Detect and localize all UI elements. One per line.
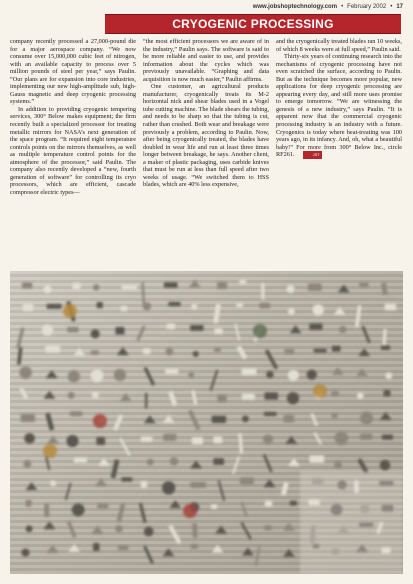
tool-insert-shape [91, 350, 99, 354]
tool-triangle-shape [189, 279, 201, 287]
tool-disc-shape [114, 369, 126, 381]
tool-insert-shape [74, 458, 87, 463]
tool-disc-shape [263, 435, 273, 445]
tool-disc-shape [286, 285, 294, 293]
tool-disc-shape [307, 370, 317, 380]
tool-bit-shape [261, 283, 264, 299]
end-of-article-mark: JST [303, 151, 322, 159]
tool-triangle-shape [212, 545, 224, 553]
col3-paragraph-2-text: Thirty-six years of continuing research into the mechanisms of cryogenic processing have not even scratched the surface, according to Paulin. But as the technique becomes more popular, new applications for deep cryogenic processing are appearing every day, and still more uses promise to emerge tomorrow. “We are witnessing the genesis of a new industry,” says Paulin. “It is apparent now that the commercial cryogenic processing industry is an industry with a future. Cryogenics is today where heat-treating was 100 years ago, in its infancy. And, oh, what a beautiful baby!” For more from 300° Below Inc., circle RF261. [276, 53, 402, 159]
header-date: February 2002 [347, 4, 387, 10]
tool-insert-shape [381, 345, 390, 349]
col3-paragraph-2 [276, 53, 402, 159]
tool-insert-shape [167, 324, 176, 330]
tool-bit-shape [188, 410, 200, 431]
tool-insert-shape [265, 501, 272, 507]
article-body [10, 38, 403, 268]
tool-bit-shape [238, 433, 243, 453]
col2-paragraph-1: “the most efficient processors we are aware of in the industry,” Paulin says. The software is said to be more reliable and easier to use, and provides information about the cycles which was previously unavailable. “Graphing and data acquisition is now much easier,” Paulin affirms. [143, 38, 269, 83]
tool-insert-shape [236, 303, 243, 307]
tool-bit-shape [168, 391, 177, 406]
tool-insert-shape [121, 306, 128, 311]
tool-disc-shape [21, 549, 29, 557]
tool-insert-shape [93, 543, 99, 551]
tool-bit-shape [236, 345, 247, 359]
tool-bit-shape [192, 523, 197, 538]
tool-insert-shape [115, 327, 124, 335]
tool-disc-shape [357, 392, 364, 399]
tool-disc-shape [193, 351, 199, 357]
tool-insert-shape [359, 282, 369, 287]
tool-disc-shape [93, 284, 99, 290]
tool-disc-shape [166, 348, 174, 356]
tool-triangle-shape [91, 526, 103, 534]
tool-bit-shape [65, 483, 72, 501]
tool-triangle-shape [285, 436, 297, 444]
tool-disc-shape [335, 431, 349, 445]
tool-bit-shape [234, 323, 240, 340]
tool-insert-shape [284, 415, 294, 423]
tool-insert-shape [164, 282, 178, 287]
tool-triangle-shape [163, 415, 175, 423]
tool-triangle-shape [358, 348, 370, 356]
tool-disc-shape [312, 304, 323, 315]
tool-insert-shape [331, 413, 337, 418]
tool-triangle-shape [43, 391, 55, 399]
tool-disc-shape [42, 325, 53, 336]
tool-bit-shape [263, 454, 273, 472]
tool-insert-shape [96, 437, 105, 445]
tool-bit-shape [136, 325, 145, 341]
tool-disc-shape [24, 433, 35, 444]
tool-insert-shape [382, 435, 393, 440]
tool-bit-shape [168, 525, 181, 544]
tool-insert-shape [264, 525, 271, 530]
tool-disc-shape [26, 525, 33, 532]
tool-triangle-shape [242, 547, 254, 555]
tool-bit-shape [218, 480, 226, 501]
tool-triangle-shape [47, 436, 59, 444]
tool-disc-shape [385, 372, 392, 379]
tool-bit-shape [117, 503, 126, 522]
tool-triangle-shape [169, 500, 181, 508]
tool-triangle-shape [283, 549, 295, 557]
tool-disc-shape [91, 369, 104, 382]
tool-triangle-shape [68, 544, 80, 552]
tool-insert-shape [214, 348, 221, 352]
tool-triangle-shape [73, 348, 85, 356]
tool-triangle-shape [190, 460, 202, 468]
tool-bit-shape [67, 521, 77, 538]
tool-bit-shape [313, 432, 322, 445]
tool-bit-shape [240, 522, 251, 540]
tool-insert-shape [163, 434, 176, 441]
tool-triangle-shape [144, 415, 156, 423]
tool-bit-shape [281, 482, 289, 496]
tool-bit-shape [44, 504, 49, 517]
tool-bit-shape [17, 347, 23, 365]
tool-insert-shape [331, 391, 339, 396]
tool-disc-shape [50, 480, 56, 486]
tool-insert-shape [284, 349, 294, 354]
tool-insert-shape [214, 328, 222, 334]
tool-bit-shape [143, 545, 154, 564]
tool-insert-shape [72, 283, 80, 290]
tool-insert-shape [45, 346, 60, 353]
tool-disc-shape [43, 285, 51, 293]
tool-insert-shape [192, 437, 203, 444]
tooling-assortment-photo [10, 271, 403, 574]
tool-triangle-shape [215, 526, 227, 534]
tool-insert-shape [141, 436, 153, 441]
tool-triangle-shape [95, 478, 107, 486]
tool-disc-shape [242, 415, 249, 422]
tool-disc-shape [188, 372, 194, 378]
tool-bit-shape [213, 304, 221, 324]
tool-disc-shape [334, 461, 342, 469]
tool-insert-shape [383, 390, 390, 396]
tool-disc-shape [68, 392, 75, 399]
tool-disc-shape [143, 302, 151, 310]
article-column-3 [276, 38, 402, 159]
tool-bit-shape [16, 328, 24, 349]
tool-bit-shape [45, 456, 50, 470]
tool-disc-shape [72, 503, 85, 516]
tool-insert-shape [22, 282, 32, 288]
col2-paragraph-2: One customer, an agricultural products manufacturer, cryogenically treats its M-2 horizontal nick and shear blades used in a Vogel tube cutting machine. The blade shears the tubing, and needs to be sharp so that the tubing is cut, rather than crushed. Both wear and breakage were previously a problem, according to Paulin. Now, after being cryogenically treated, the blades have doubled in wear life and run at least three times longer between breakage, he says. Another client, a maker of plastic packaging, uses carbide knives that must be run at less than full speed after two weeks of usage. “We switched them to HSS blades, which are 40% less expensive, [143, 83, 269, 189]
tool-bit-shape [144, 367, 156, 386]
tool-accent-shape [93, 414, 107, 428]
page-number: 17 [396, 4, 403, 10]
tool-disc-shape [191, 304, 197, 310]
header-bullet: • [341, 4, 344, 10]
tool-bit-shape [241, 502, 248, 517]
tool-insert-shape [92, 392, 98, 398]
tool-disc-shape [19, 366, 32, 379]
tool-accent-shape [63, 304, 77, 318]
tool-bit-shape [361, 326, 370, 344]
tool-bit-shape [191, 390, 197, 405]
photo-highlight-area [300, 471, 403, 574]
tool-bit-shape [113, 414, 123, 430]
tool-disc-shape [288, 370, 299, 381]
running-header [0, 0, 413, 14]
tool-insert-shape [118, 545, 128, 550]
tool-triangle-shape [43, 521, 55, 529]
tool-triangle-shape [338, 285, 350, 293]
tool-bit-shape [381, 282, 388, 295]
tool-insert-shape [213, 458, 224, 465]
tool-insert-shape [242, 394, 255, 400]
tool-disc-shape [380, 460, 391, 471]
tool-insert-shape [121, 477, 132, 481]
tool-insert-shape [217, 282, 227, 289]
section-banner: CRYOGENIC PROCESSING [105, 14, 401, 34]
tool-bit-shape [141, 282, 145, 304]
tool-insert-shape [47, 304, 62, 309]
tool-bit-shape [310, 413, 318, 426]
tool-insert-shape [168, 302, 180, 306]
tool-disc-shape [147, 459, 154, 466]
tool-bit-shape [210, 370, 219, 391]
tool-disc-shape [115, 525, 123, 533]
tool-insert-shape [211, 504, 217, 509]
tool-disc-shape [66, 435, 78, 447]
tool-insert-shape [241, 368, 256, 375]
tool-insert-shape [239, 280, 246, 284]
photo-tools-illustration [10, 271, 403, 574]
tool-insert-shape [67, 327, 78, 332]
tool-bit-shape [265, 349, 278, 369]
tool-insert-shape [217, 395, 226, 402]
header-url: www.jobshoptechnology.com [252, 4, 338, 10]
tool-triangle-shape [46, 370, 58, 378]
tool-insert-shape [213, 436, 222, 443]
article-column-1 [10, 38, 136, 196]
tool-disc-shape [23, 460, 31, 468]
tool-insert-shape [265, 392, 279, 399]
tool-insert-shape [308, 283, 322, 290]
tool-triangle-shape [356, 368, 368, 376]
tool-insert-shape [190, 482, 206, 488]
tool-triangle-shape [162, 548, 174, 556]
tool-insert-shape [259, 303, 269, 309]
tool-accent-shape [253, 324, 267, 338]
tool-bit-shape [111, 459, 120, 478]
tool-disc-shape [360, 412, 373, 425]
tool-insert-shape [190, 325, 203, 331]
tool-disc-shape [287, 392, 299, 404]
tool-insert-shape [191, 544, 198, 549]
tool-insert-shape [70, 411, 83, 416]
tool-insert-shape [122, 285, 138, 290]
tool-insert-shape [97, 504, 108, 509]
tool-disc-shape [91, 329, 100, 338]
tool-insert-shape [314, 349, 327, 353]
tool-insert-shape [385, 304, 397, 311]
tool-bit-shape [145, 393, 147, 408]
tool-triangle-shape [283, 523, 295, 531]
tool-insert-shape [21, 414, 35, 422]
tool-disc-shape [266, 371, 273, 378]
tool-accent-shape [313, 384, 327, 398]
article-column-2 [143, 38, 269, 189]
tool-triangle-shape [290, 325, 302, 333]
tool-triangle-shape [288, 458, 300, 466]
tool-bit-shape [382, 329, 386, 347]
tool-insert-shape [309, 324, 322, 330]
tool-insert-shape [143, 348, 151, 354]
tool-insert-shape [240, 478, 254, 485]
tool-disc-shape [68, 370, 80, 382]
tool-insert-shape [165, 369, 178, 374]
tool-triangle-shape [380, 412, 392, 420]
tool-disc-shape [170, 457, 179, 466]
tool-insert-shape [23, 304, 34, 311]
tool-insert-shape [309, 455, 324, 462]
col3-paragraph-1: and the cryogenically treated blades ran 10 weeks, of which 8 weeks were at full speed,” Paulin said. [276, 38, 402, 53]
tool-bit-shape [232, 456, 240, 474]
tool-insert-shape [141, 481, 147, 488]
col1-paragraph-2: In addition to providing cryogenic tempering services, 300° Below makes equipment; the firm recently built a specialized processor for treating metallic mirrors for NASA’s next generation of the space program. “It required eight temperature controls points on the mirrors themselves, as well as multiple temperature control points for the atmosphere of the processor,” said Paulin. The company also recently developed a “new, fourth generation of software” for controlling its cryo processors, which are efficient, cascade compressor electric types— [10, 105, 136, 196]
tool-triangle-shape [334, 307, 346, 315]
tool-triangle-shape [264, 479, 276, 487]
tool-bit-shape [119, 438, 131, 456]
tool-insert-shape [360, 434, 372, 440]
tool-insert-shape [264, 412, 277, 416]
tool-bit-shape [139, 503, 147, 523]
tool-triangle-shape [332, 367, 344, 375]
tool-bit-shape [355, 305, 362, 327]
tool-disc-shape [288, 308, 295, 315]
tool-insert-shape [212, 416, 226, 423]
tool-triangle-shape [47, 545, 59, 553]
tool-insert-shape [290, 501, 297, 506]
col1-paragraph-1: company recently processed a 27,000-pound die for a major aerospace company. “We now consume over 15,000,000 cubic feet of nitrogen, with an available capacity to process over 5 million pounds of steel per year,” says Paulin. “Our plans are for expansion into core industries, implementing our new high-amplitude sub, high-Gauss magnetic and deep cryogenic processing systems.” [10, 38, 136, 106]
tool-bit-shape [45, 413, 54, 431]
tool-insert-shape [26, 500, 32, 507]
tool-triangle-shape [98, 458, 110, 466]
tool-bit-shape [255, 546, 261, 566]
tool-insert-shape [332, 346, 341, 352]
tool-disc-shape [162, 481, 175, 494]
tool-disc-shape [339, 326, 346, 333]
tool-insert-shape [97, 302, 103, 308]
tool-triangle-shape [25, 482, 37, 490]
tool-bit-shape [19, 387, 28, 399]
tool-triangle-shape [117, 347, 129, 355]
tool-accent-shape [43, 444, 57, 458]
tool-disc-shape [144, 527, 154, 537]
header-bullet-2: • [390, 4, 393, 10]
tool-triangle-shape [120, 393, 132, 401]
tool-accent-shape [183, 504, 197, 518]
